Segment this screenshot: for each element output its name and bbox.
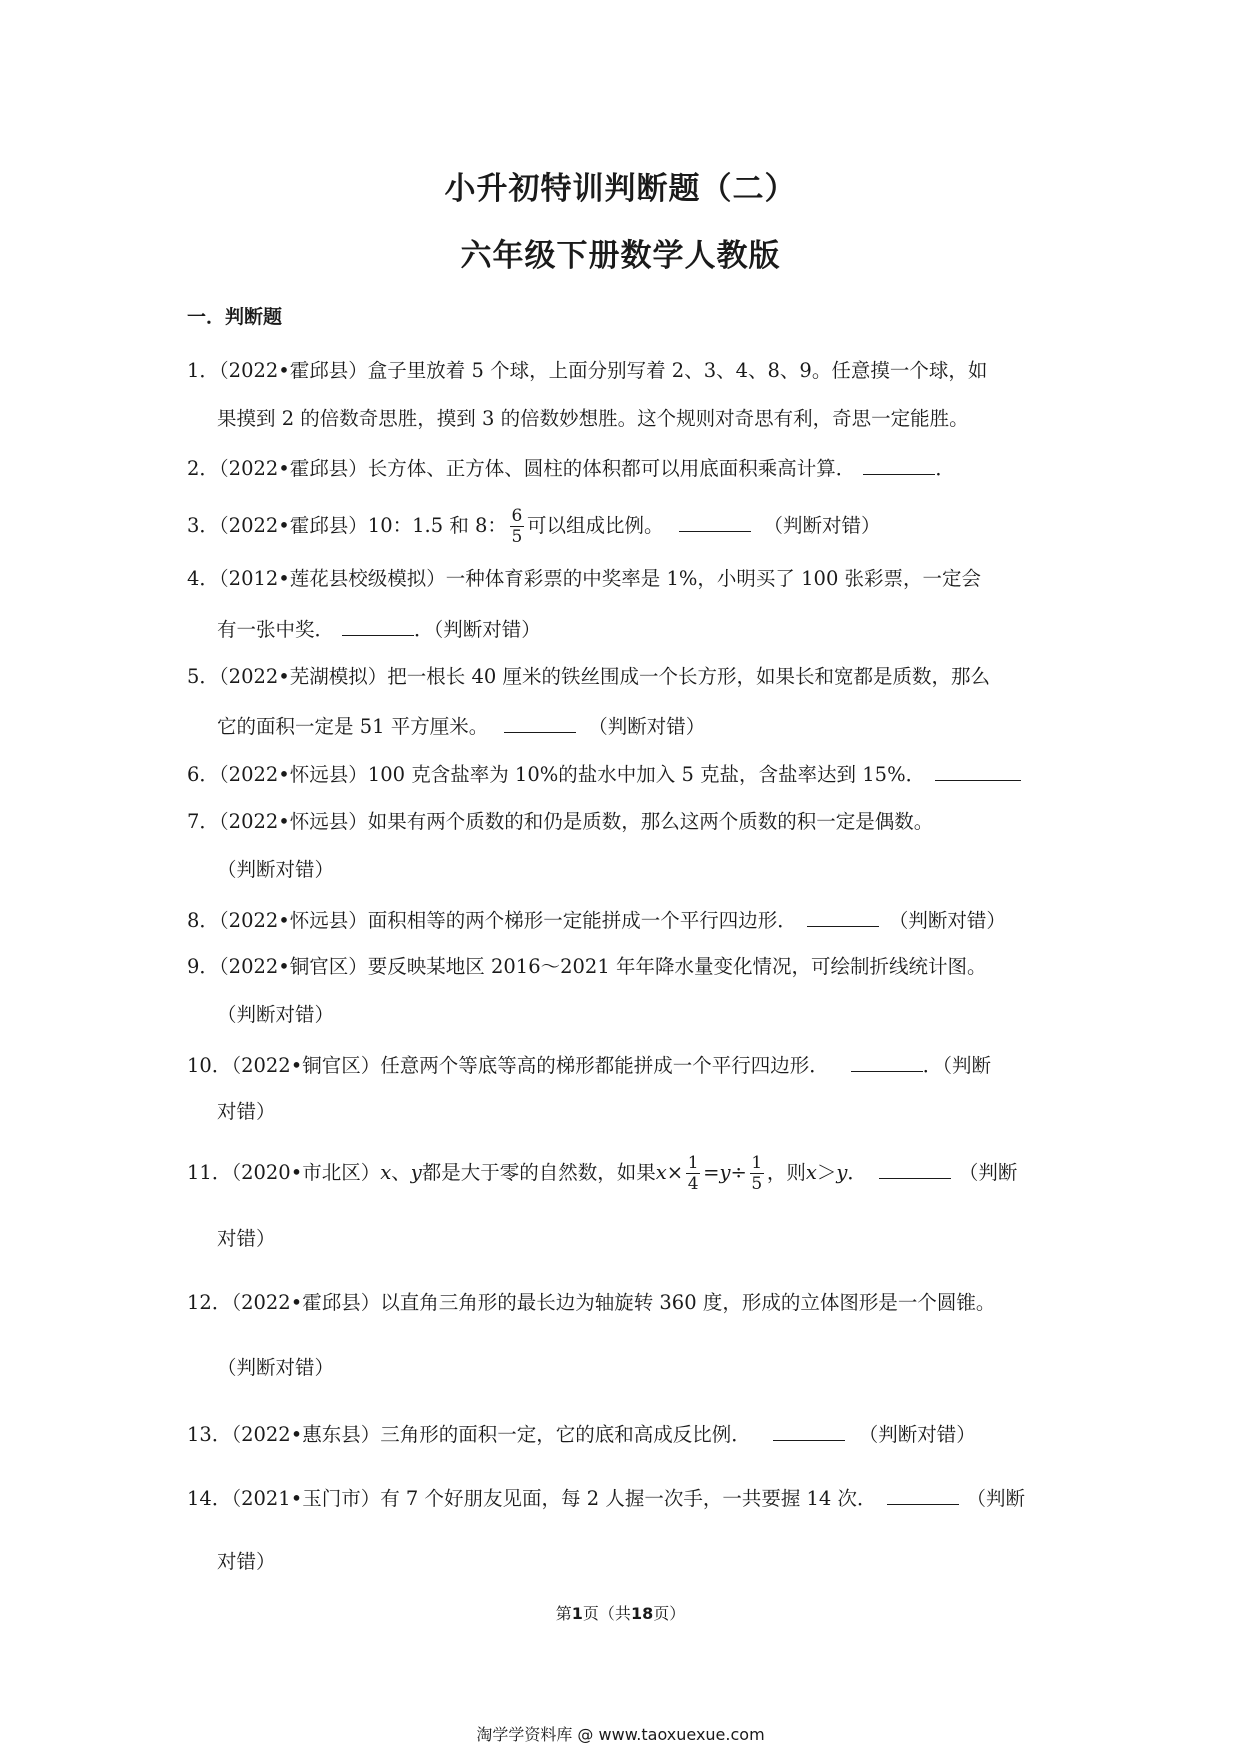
question-text: （2022•霍邱县）长方体、正方体、圆柱的体积都可以用底面积乘高计算．	[218, 457, 856, 480]
section-heading: 一．判断题	[187, 306, 283, 328]
page-subtitle: 六年级下册数学人教版	[460, 238, 781, 274]
answer-blank[interactable]	[773, 1420, 845, 1441]
question-9-line-2: （判断对错）	[217, 1003, 335, 1026]
question-7-line-1: 7．（2022•怀远县）如果有两个质数的和仍是质数，那么这两个质数的积一定是偶数。	[187, 810, 934, 833]
question-12-line-1: 12．（2022•霍邱县）以直角三角形的最长边为轴旋转 360 度，形成的立体图形是一个圆锥。	[187, 1291, 996, 1314]
question-6: 6．（2022•怀远县）100 克含盐率为 10%的盐水中加入 5 克盐，含盐率达到 15%．	[187, 760, 1021, 788]
page-title: 小升初特训判断题（二）	[444, 171, 797, 207]
question-number: 7．	[187, 810, 219, 833]
question-number: 11．	[187, 1161, 232, 1184]
question-number: 4．	[187, 567, 219, 590]
question-1-line-2: 果摸到 2 的倍数奇思胜，摸到 3 的倍数妙想胜。这个规则对奇思有利，奇思一定能胜。	[217, 407, 969, 430]
question-text: （2022•霍邱县）盒子里放着 5 个球，上面分别写着 2、3、4、8、9。任意摸一个球，如	[218, 359, 988, 382]
question-7-line-2: （判断对错）	[217, 858, 335, 881]
question-number: 10．	[187, 1054, 232, 1077]
question-5-line-1: 5．（2022•芜湖模拟）把一根长 40 厘米的铁丝围成一个长方形，如果长和宽都是质数，那么	[187, 665, 991, 688]
question-14-line-1: 14．（2021•玉门市）有 7 个好朋友见面，每 2 人握一次手，一共要握 14 次． （判断	[187, 1484, 1025, 1512]
fraction: $\frac{6}{5}$	[511, 506, 523, 547]
answer-blank[interactable]	[504, 712, 576, 733]
question-11-line-1: 11．（2020•市北区）x、y都是大于零的自然数，如果x× $\frac{1}{4}$ =y÷ $\frac{1}{5}$ ，则x＞y． （判断	[187, 1153, 1018, 1194]
question-number: 1．	[187, 359, 219, 382]
question-13: 13．（2022•惠东县）三角形的面积一定，它的底和高成反比例． （判断对错）	[187, 1420, 976, 1448]
fraction: $\frac{1}{4}$	[687, 1153, 699, 1194]
question-3: 3．（2022•霍邱县）10：1.5 和 8： $\frac{6}{5}$ 可以组成比例。 （判断对错）	[187, 506, 881, 547]
question-2: 2．（2022•霍邱县）长方体、正方体、圆柱的体积都可以用底面积乘高计算． ．	[187, 454, 955, 482]
question-9-line-1: 9．（2022•铜官区）要反映某地区 2016～2021 年年降水量变化情况，可绘制折线统计图。	[187, 955, 987, 978]
question-number: 9．	[187, 955, 219, 978]
answer-blank[interactable]	[851, 1051, 923, 1072]
question-1-line-1	[187, 358, 987, 384]
question-number: 5．	[187, 665, 219, 688]
question-number: 3．	[187, 514, 219, 537]
question-number: 6．	[187, 763, 219, 786]
question-10-line-1: 10．（2022•铜官区）任意两个等底等高的梯形都能拼成一个平行四边形． ．（判断	[187, 1051, 991, 1079]
answer-blank[interactable]	[879, 1158, 951, 1179]
question-5-line-2: 它的面积一定是 51 平方厘米。 （判断对错）	[217, 712, 705, 740]
question-11-line-2: 对错）	[217, 1227, 276, 1250]
answer-blank[interactable]	[887, 1484, 959, 1505]
answer-blank[interactable]	[863, 454, 935, 475]
question-number: 2．	[187, 457, 219, 480]
page-number: 第1页（共18页）	[555, 1604, 686, 1623]
answer-blank[interactable]	[935, 760, 1021, 781]
question-number: 14．	[187, 1487, 232, 1510]
question-4-line-1: 4．（2012•莲花县校级模拟）一种体育彩票的中奖率是 1%，小明买了 100 张彩票，一定会	[187, 567, 982, 590]
question-number: 8．	[187, 909, 219, 932]
question-14-line-2: 对错）	[217, 1550, 276, 1573]
fraction: $\frac{1}{5}$	[751, 1153, 763, 1194]
question-8: 8．（2022•怀远县）面积相等的两个梯形一定能拼成一个平行四边形． （判断对错）	[187, 906, 1006, 934]
answer-blank[interactable]	[807, 906, 879, 927]
watermark-text: 淘学学资料库 @ www.taoxuexue.com	[476, 1725, 765, 1744]
answer-blank[interactable]	[342, 615, 414, 636]
question-12-line-2: （判断对错）	[217, 1356, 335, 1379]
question-number: 13．	[187, 1423, 232, 1446]
question-10-line-2: 对错）	[217, 1100, 276, 1123]
question-4-line-2: 有一张中奖． ．（判断对错）	[217, 615, 541, 643]
question-number: 12．	[187, 1291, 232, 1314]
answer-blank[interactable]	[679, 511, 751, 532]
